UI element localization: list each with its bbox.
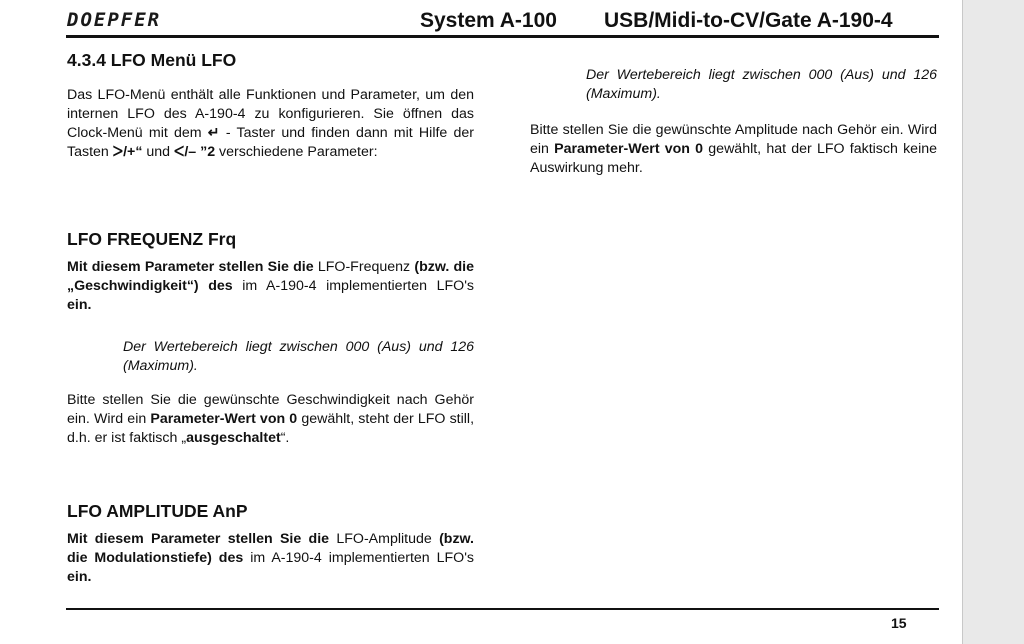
footer-rule bbox=[66, 608, 939, 610]
product-title: USB/Midi-to-CV/Gate A-190-4 bbox=[604, 9, 893, 32]
freq-heading: LFO FREQUENZ Frq bbox=[67, 229, 237, 249]
amp-description: Mit diesem Parameter stellen Sie die LFO-Amplitude (bzw. die Modulationstiefe) des im A-190-4 implementierten LFO's ein. bbox=[67, 531, 475, 585]
enter-key-icon: ↵ bbox=[207, 125, 220, 141]
amp-usage-note: Bitte stellen Sie die gewünschte Amplitude nach Gehör ein. Wird ein Parameter-Wert von 0 gewählt, hat der LFO faktisch keine Auswirkung mehr. bbox=[530, 122, 937, 176]
page-number: 15 bbox=[891, 615, 907, 631]
intro-paragraph: Das LFO-Menü enthält alle Funktionen und Parameter, um den internen LFO des A-190-4 zu konfigurieren. Sie öffnen das Clock-Menü mit dem ↵ - Taster und finden dann mit Hilfe der Tasten ᐳ/+“ und ᐸ/– ”2 verschiedene Parameter: bbox=[67, 87, 474, 160]
system-title: System A-100 bbox=[420, 9, 557, 32]
page-edge-shadow bbox=[962, 0, 963, 644]
freq-usage-note: Bitte stellen Sie die gewünschte Geschwindigkeit nach Gehör ein. Wird ein Parameter-Wert von 0 gewählt, steht der LFO still, d.h. er ist faktisch „ausgeschaltet“. bbox=[67, 392, 475, 446]
amp-heading: LFO AMPLITUDE AnP bbox=[67, 501, 248, 521]
header-rule bbox=[66, 35, 939, 38]
down-minus-key-icon: ᐸ/– ”2 bbox=[173, 144, 216, 160]
section-heading: 4.3.4 LFO Menü LFO bbox=[67, 50, 237, 70]
up-plus-key-icon: ᐳ/+“ bbox=[112, 144, 143, 160]
doepfer-logo: DOEPFER bbox=[67, 9, 162, 31]
freq-range-note: Der Wertebereich liegt zwischen 000 (Aus) und 126 (Maximum). bbox=[123, 339, 474, 374]
amp-range-note: Der Wertebereich liegt zwischen 000 (Aus) und 126 (Maximum). bbox=[586, 67, 937, 102]
freq-description: Mit diesem Parameter stellen Sie die LFO-Frequenz (bzw. die „Geschwindigkeit“) des im A-190-4 implementierten LFO's ein. bbox=[67, 259, 474, 313]
